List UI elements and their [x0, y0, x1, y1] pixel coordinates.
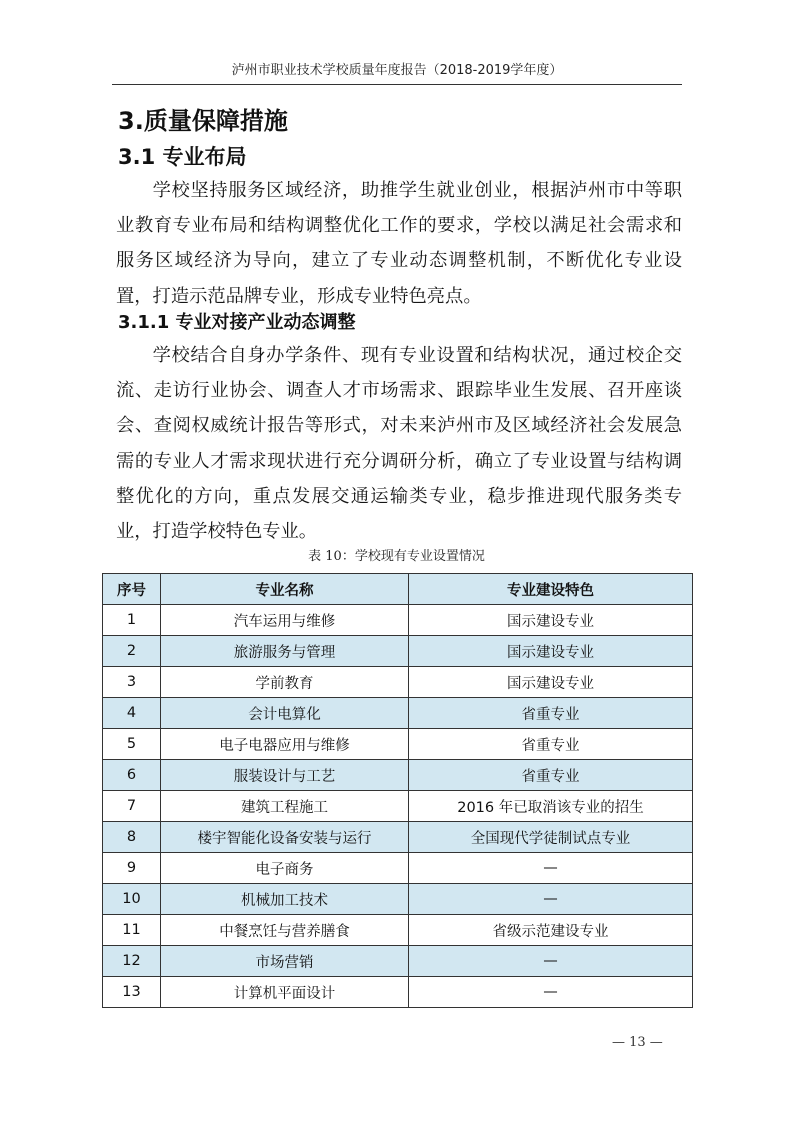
table-row [103, 667, 693, 698]
cell-number: 3 [103, 667, 161, 698]
cell-major-name: 旅游服务与管理 [161, 636, 409, 667]
cell-feature: 国示建设专业 [409, 636, 693, 667]
table-caption: 表 10：学校现有专业设置情况 [308, 549, 485, 564]
cell-feature: — [409, 977, 693, 1008]
cell-number: 4 [103, 698, 161, 729]
table-row [103, 977, 693, 1008]
cell-feature: 国示建设专业 [409, 667, 693, 698]
table-row [103, 698, 693, 729]
table-row [103, 822, 693, 853]
cell-feature: 国示建设专业 [409, 605, 693, 636]
cell-feature: 2016 年已取消该专业的招生 [409, 791, 693, 822]
cell-feature: 省重专业 [409, 760, 693, 791]
cell-feature: — [409, 884, 693, 915]
header-cell-number: 序号 [103, 574, 161, 605]
page-header: 泸州市职业技术学校质量年度报告（2018-2019学年度） [112, 58, 682, 85]
table-row [103, 946, 693, 977]
cell-feature: 省级示范建设专业 [409, 915, 693, 946]
cell-major-name: 建筑工程施工 [161, 791, 409, 822]
table-row [103, 884, 693, 915]
cell-major-name: 服装设计与工艺 [161, 760, 409, 791]
cell-number: 7 [103, 791, 161, 822]
cell-major-name: 会计电算化 [161, 698, 409, 729]
cell-major-name: 学前教育 [161, 667, 409, 698]
section-heading: 3.质量保障措施 [118, 107, 288, 135]
cell-number: 12 [103, 946, 161, 977]
cell-major-name: 计算机平面设计 [161, 977, 409, 1008]
cell-number: 5 [103, 729, 161, 760]
cell-major-name: 电子电器应用与维修 [161, 729, 409, 760]
majors-table [102, 573, 693, 1008]
cell-major-name: 汽车运用与维修 [161, 605, 409, 636]
table-header-row [103, 574, 693, 605]
header-cell-major-name: 专业名称 [161, 574, 409, 605]
table-row [103, 760, 693, 791]
cell-feature: 全国现代学徒制试点专业 [409, 822, 693, 853]
cell-major-name: 电子商务 [161, 853, 409, 884]
subsubsection-paragraph: 学校结合自身办学条件、现有专业设置和结构状况，通过校企交流、走访行业协会、调查人才市场需求、跟踪毕业生发展、召开座谈会、查阅权威统计报告等形式，对未来泸州市及区域经济社会发展急需的专业人才需求现状进行充分调研分析，确立了专业设置与结构调整优化的方向，重点发展交通运输类专业，稳步推进现代服务类专业，打造学校特色专业。 [116, 345, 682, 543]
cell-major-name: 机械加工技术 [161, 884, 409, 915]
table-row [103, 636, 693, 667]
cell-feature: 省重专业 [409, 729, 693, 760]
cell-number: 8 [103, 822, 161, 853]
subsubsection-heading: 3.1.1 专业对接产业动态调整 [118, 312, 356, 333]
page-number: — 13 — [612, 1035, 663, 1050]
table-row [103, 605, 693, 636]
header-cell-feature: 专业建设特色 [409, 574, 693, 605]
subsection-heading: 3.1 专业布局 [118, 145, 247, 169]
cell-number: 6 [103, 760, 161, 791]
table-row [103, 729, 693, 760]
table-row [103, 791, 693, 822]
cell-feature: — [409, 853, 693, 884]
subsection-paragraph: 学校坚持服务区域经济，助推学生就业创业，根据泸州市中等职业教育专业布局和结构调整优化工作的要求，学校以满足社会需求和服务区域经济为导向，建立了专业动态调整机制，不断优化专业设置，打造示范品牌专业，形成专业特色亮点。 [116, 180, 682, 307]
cell-number: 11 [103, 915, 161, 946]
cell-feature: — [409, 946, 693, 977]
table-row [103, 853, 693, 884]
cell-number: 10 [103, 884, 161, 915]
cell-number: 2 [103, 636, 161, 667]
cell-number: 9 [103, 853, 161, 884]
cell-number: 1 [103, 605, 161, 636]
cell-major-name: 中餐烹饪与营养膳食 [161, 915, 409, 946]
cell-number: 13 [103, 977, 161, 1008]
table-row [103, 915, 693, 946]
cell-major-name: 楼宇智能化设备安装与运行 [161, 822, 409, 853]
cell-feature: 省重专业 [409, 698, 693, 729]
cell-major-name: 市场营销 [161, 946, 409, 977]
